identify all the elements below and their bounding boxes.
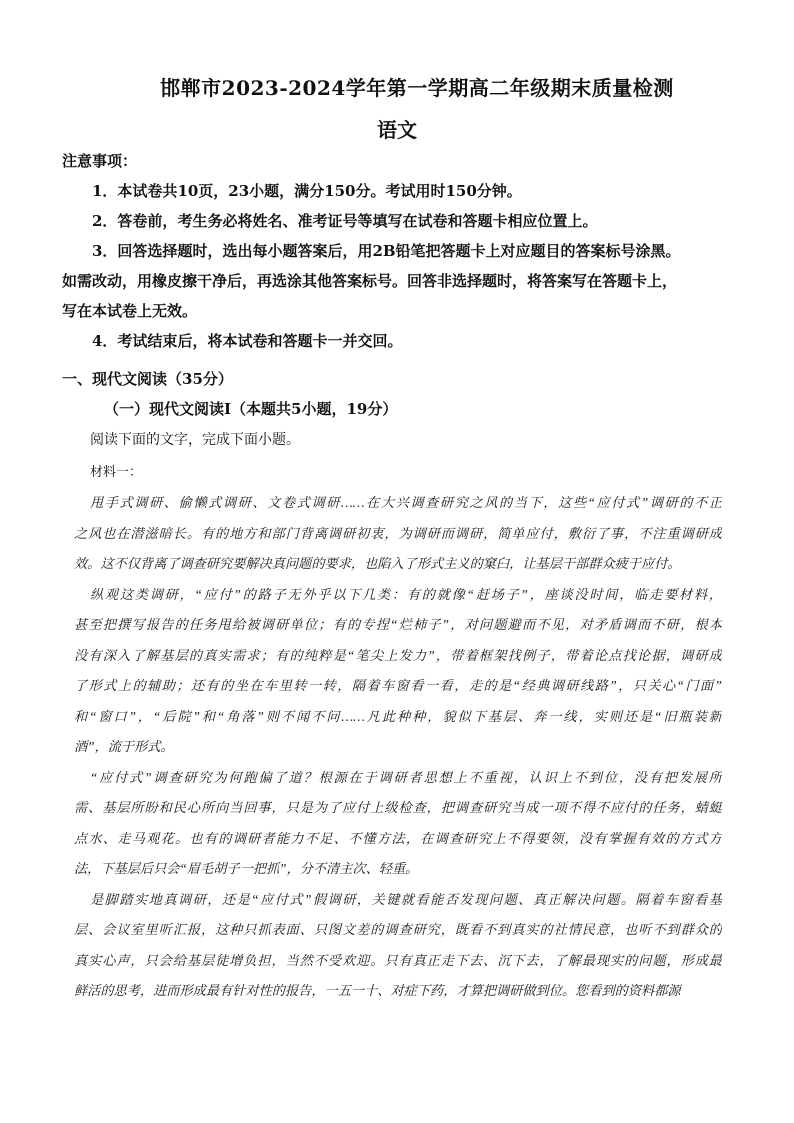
passage-line: “应付式”调查研究为何跑偏了道？根源在于调研者思想上不重视，认识上不到位，没有把发展所 — [90, 769, 722, 785]
note-item-continuation: 如需改动，用橡皮擦干净后，再选涂其他答案标号。回答非选择题时，将答案写在答题卡上， — [62, 272, 678, 290]
passage-line: 效。这不仅背离了调查研究要解决真问题的要求，也陷入了形式主义的窠臼，让基层干部群众疲于应付。 — [74, 556, 681, 571]
note-item: 2．答卷前，考生务必将姓名、准考证号等填写在试卷和答题卡相应位置上。 — [92, 212, 598, 230]
passage-line: 和“窗口”，“后院”和“角落”则不闻不问……凡此种种，貌似下基层、奔一线，实则还是“旧瓶装新 — [74, 708, 722, 724]
passage-line: 没有深入了解基层的真实需求；有的纯粹是“笔尖上发力”，带着框架找例子，带着论点找论据，调研成 — [74, 647, 722, 663]
passage-line: 甩手式调研、偷懒式调研、文卷式调研……在大兴调查研究之风的当下，这些“应付式”调研的不正 — [90, 495, 722, 510]
passage-line: 之风也在潜滋暗长。有的地方和部门背离调研初衷，为调研而调研，简单应付，敷衍了事，不注重调研成 — [74, 525, 722, 541]
notes-heading: 注意事项： — [62, 152, 138, 170]
note-item: 3．回答选择题时，选出每小题答案后，用2B铅笔把答题卡上对应题目的答案标号涂黑。 — [92, 242, 681, 260]
note-item: 4．考试结束后，将本试卷和答题卡一并交回。 — [92, 332, 403, 350]
passage-line: 需、基层所盼和民心所向当回事，只是为了应付上级检查，把调查研究当成一项不得不应付的任务，蜻蜓 — [74, 800, 722, 815]
page-title: 邯郸市2023-2024学年第一学期高二年级期末质量检测 — [160, 76, 674, 100]
passage-line: 真实心声，只会给基层徒增负担，当然不受欢迎。只有真正走下去、沉下去，了解最现实的问题，形成最 — [74, 952, 722, 968]
passage-line: 酒”，流于形式。 — [74, 739, 174, 754]
reading-instruction: 阅读下面的文字，完成下面小题。 — [90, 432, 300, 448]
passage-line: 鲜活的思考，进而形成最有针对性的报告，一五一十、对症下药，才算把调研做到位。您看到的资料都源 — [74, 983, 681, 998]
material-label: 材料一： — [90, 464, 143, 479]
passage-line: 纵观这类调研，“应付”的路子无外乎以下几类：有的就像“赶场子”，座谈没时间，临走要材料， — [90, 586, 722, 602]
subject-title: 语文 — [377, 118, 417, 142]
passage-line: 了形式上的辅助；还有的坐在车里转一转，隔着车窗看一看，走的是“经典调研线路”，只关心“门面” — [74, 678, 722, 693]
subsection-heading: （一）现代文阅读Ⅰ（本题共5小题，19分） — [104, 400, 398, 418]
passage-line: 甚至把撰写报告的任务甩给被调研单位；有的专捏“烂柿子”，对问题避而不见，对矛盾调而不研，根本 — [74, 617, 722, 632]
passage-line: 层、会议室里听汇报，这种只抓表面、只图文差的调查研究，既看不到真实的社情民意，也听不到群众的 — [74, 922, 722, 937]
passage-line: 点水、走马观花。也有的调研者能力不足、不懂方法，在调查研究上不得要领，没有掌握有效的方式方 — [74, 830, 722, 846]
notes-block — [62, 146, 736, 356]
passage-line: 是脚踏实地真调研，还是“应付式”假调研，关键就看能否发现问题、真正解决问题。隔着车窗看基 — [90, 891, 722, 907]
passage-body — [74, 488, 722, 1007]
note-item: 1．本试卷共10页，23小题，满分150分。考试用时150分钟。 — [92, 182, 522, 200]
note-item-continuation: 写在本试卷上无效。 — [62, 302, 198, 320]
section-heading: 一、现代文阅读（35分） — [62, 370, 233, 388]
passage-line: 法，下基层后只会“眉毛胡子一把抓”，分不清主次、轻重。 — [74, 861, 419, 876]
